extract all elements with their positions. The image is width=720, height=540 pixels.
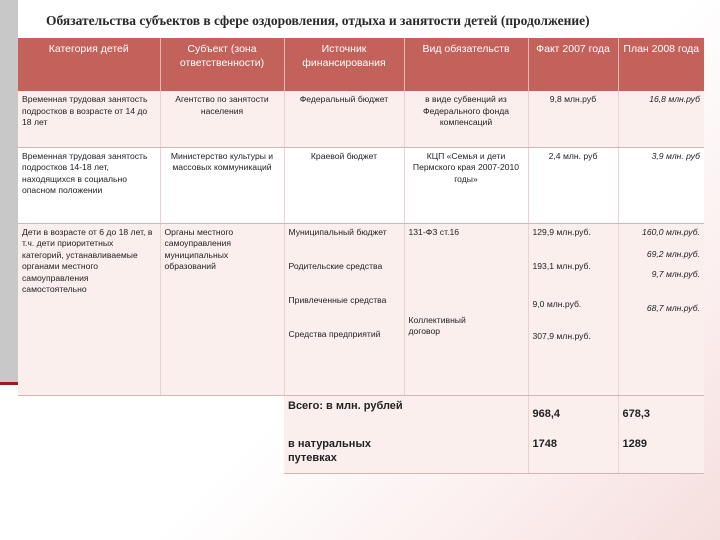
cell-category: Временная трудовая занятость подростков 14-18 лет, находящихся в социально опасном положении <box>18 147 160 223</box>
cell-fact-2007: 9,8 млн.руб <box>528 91 618 147</box>
obligations-table <box>18 38 704 474</box>
table-row <box>18 147 704 223</box>
header-source: Источник финансирования <box>284 38 404 91</box>
fact-value: 193,1 млн.руб. <box>532 260 591 271</box>
plan-value: 9,7 млн.руб. <box>651 268 700 279</box>
fact-value: 129,9 млн.руб. <box>532 226 591 237</box>
totals-fact <box>528 395 618 473</box>
cell-category: Временная трудовая занятость подростков в возрасте от 14 до 18 лет <box>18 91 160 147</box>
cell-subject: Органы местного самоуправления муниципальных образований <box>160 223 284 395</box>
cell-kind: в виде субвенций из Федерального фонда компенсаций <box>404 91 528 147</box>
table-row <box>18 223 704 395</box>
totals-fact-money: 968,4 <box>532 407 561 420</box>
totals-label-trips: в натуральных путевках <box>288 437 371 465</box>
kind-collective-agreement: Коллективный договор <box>408 314 466 337</box>
plan-value: 68,7 млн.руб. <box>646 302 700 313</box>
totals-plan-money: 678,3 <box>622 407 651 420</box>
header-kind: Вид обязательств <box>404 38 528 91</box>
totals-label-money: Всего: в млн. рублей <box>288 399 403 412</box>
cell-plans <box>618 223 704 395</box>
cell-fact-2007: 2,4 млн. руб <box>528 147 618 223</box>
totals-plan <box>618 395 704 473</box>
table-row <box>18 91 704 147</box>
cell-kinds <box>404 223 528 395</box>
cell-plan-2008: 16,8 млн.руб <box>618 91 704 147</box>
totals-fact-trips: 1748 <box>532 437 557 450</box>
fact-value: 307,9 млн.руб. <box>532 330 591 341</box>
plan-value: 69,2 млн.руб. <box>646 248 700 259</box>
cell-source: Краевой бюджет <box>284 147 404 223</box>
fact-value: 9,0 млн.руб. <box>532 298 582 309</box>
left-accent-bar <box>0 0 18 385</box>
header-fact-2007: Факт 2007 года <box>528 38 618 91</box>
totals-plan-trips: 1289 <box>622 437 647 450</box>
page-title: Обязательства субъектов в сфере оздоровления, отдыха и занятости детей (продолжение) <box>46 13 590 28</box>
plan-value: 160,0 млн.руб. <box>642 226 700 237</box>
header-subject: Субъект (зона ответственности) <box>160 38 284 91</box>
left-accent-line <box>0 382 18 385</box>
cell-plan-2008: 3,9 млн. руб <box>618 147 704 223</box>
cell-kind: КЦП «Семья и дети Пермского края 2007-2010 годы» <box>404 147 528 223</box>
cell-category: Дети в возрасте от 6 до 18 лет, в т.ч. дети приоритетных категорий, устанавливаемые органами местного самоуправления самостоятельно <box>18 223 160 395</box>
source-parents: Родительские средства <box>288 260 383 271</box>
source-enterprises: Средства предприятий <box>288 328 381 339</box>
source-attracted: Привлеченные средства <box>288 294 387 305</box>
table-header-row <box>18 38 704 91</box>
kind-law: 131-ФЗ ст.16 <box>408 226 460 237</box>
cell-subject: Агентство по занятости населения <box>160 91 284 147</box>
source-municipal: Муниципальный бюджет <box>288 226 387 237</box>
cell-source: Федеральный бюджет <box>284 91 404 147</box>
totals-labels <box>284 395 528 473</box>
cell-subject: Министерство культуры и массовых коммуникаций <box>160 147 284 223</box>
cell-facts <box>528 223 618 395</box>
header-plan-2008: План 2008 года <box>618 38 704 91</box>
cell-sources <box>284 223 404 395</box>
header-category: Категория детей <box>18 38 160 91</box>
totals-row <box>18 395 704 473</box>
